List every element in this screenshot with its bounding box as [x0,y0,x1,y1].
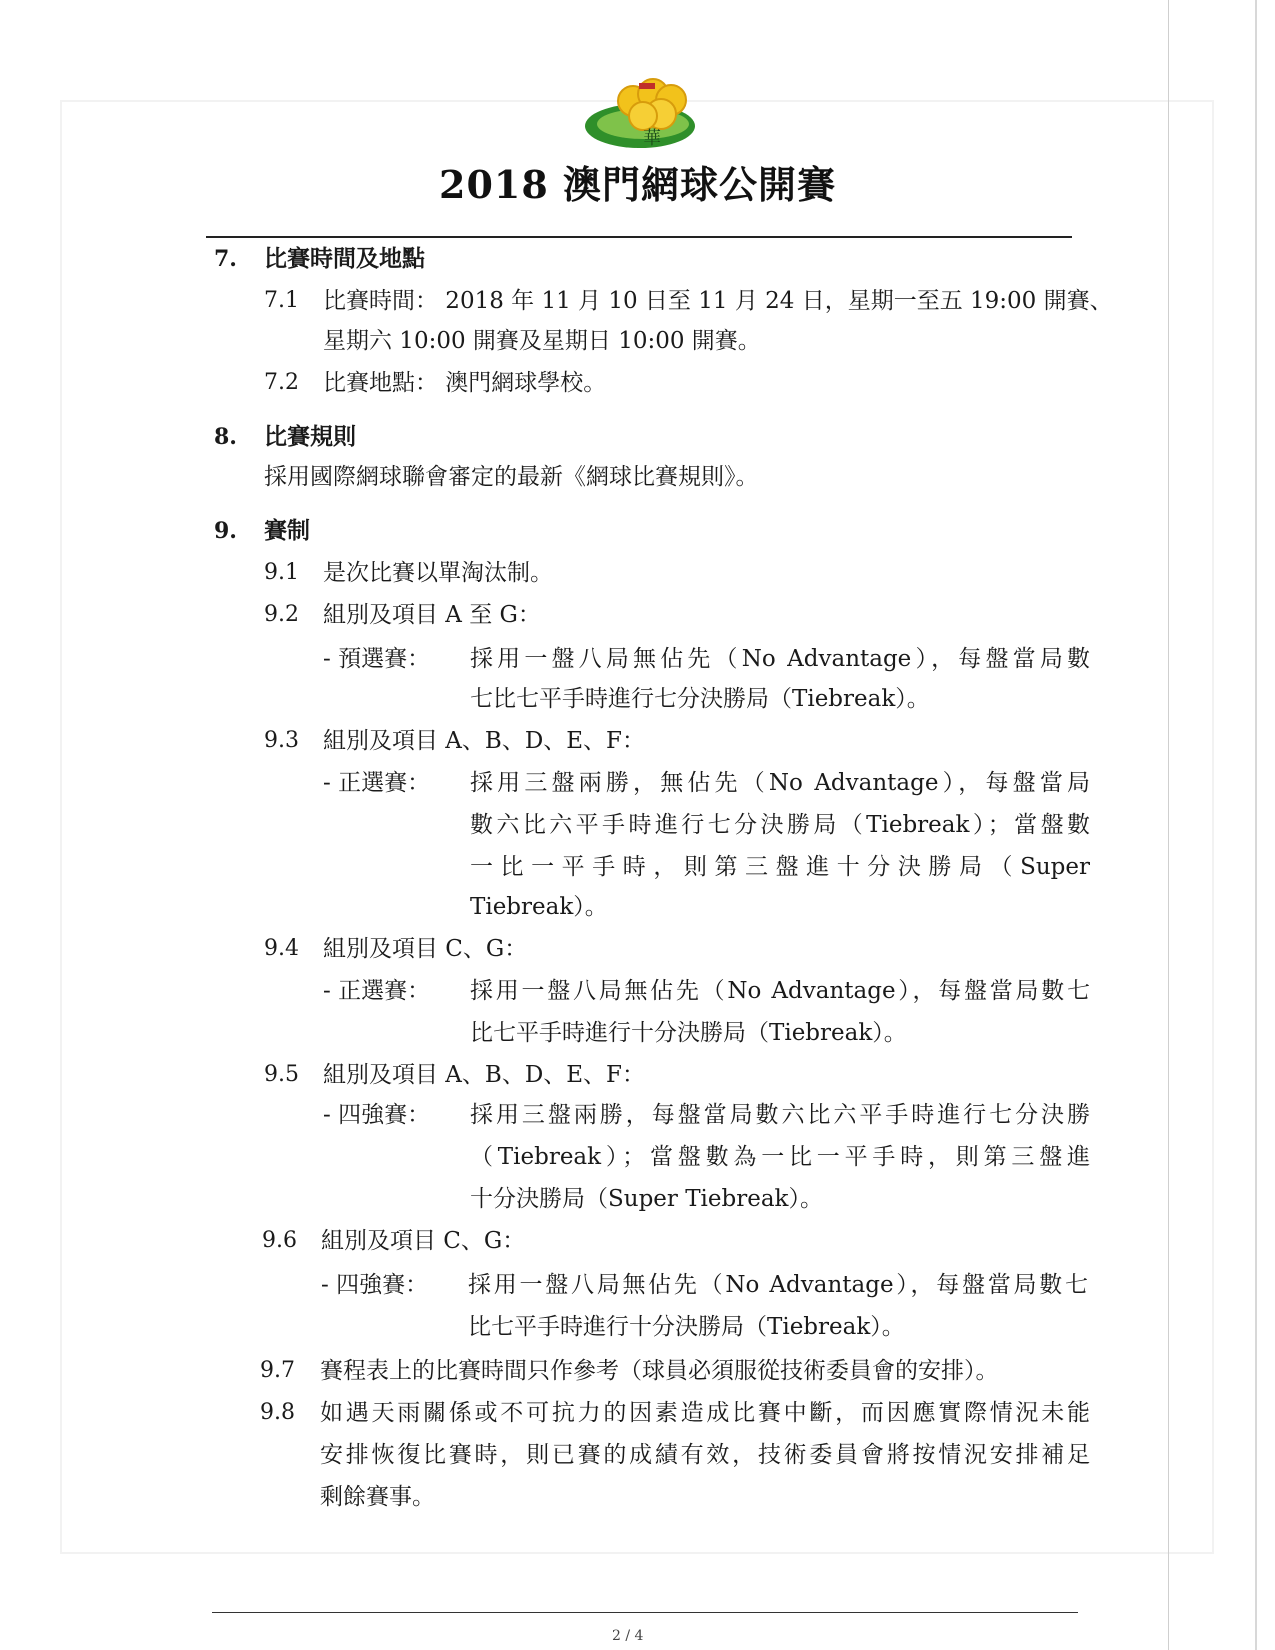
organization-logo [585,66,715,152]
sub-item-text: 一比一平手時，則第三盤進十分決勝局（Super [470,854,1090,880]
item-text: 剩餘賽事。 [320,1484,435,1510]
sub-item-text: 十分決勝局（Super Tiebreak）。 [470,1186,823,1212]
item-text: 組別及項目 A、B、D、E、F： [323,1062,646,1088]
sub-item-text: 採用一盤八局無佔先（No Advantage），每盤當局數七 [470,978,1090,1004]
item-text: 星期六 10:00 開賽及星期日 10:00 開賽。 [323,328,761,354]
sub-item-text: 比七平手時進行十分決勝局（Tiebreak）。 [470,1020,907,1046]
item-text: 如遇天雨關係或不可抗力的因素造成比賽中斷，而因應實際情況未能 [320,1400,1090,1426]
page-number: 2 / 4 [612,1628,644,1644]
scan-edge [1168,0,1169,1650]
sub-item-label: - 預選賽： [323,646,431,672]
section-heading: 比賽時間及地點 [264,245,425,272]
sub-item-text: 採用一盤八局無佔先（No Advantage），每盤當局數 [470,646,1090,672]
header-rule [206,236,1072,238]
item-number: 9.3 [264,728,299,753]
section-text: 採用國際網球聯會審定的最新《網球比賽規則》。 [264,464,759,490]
sub-item-label: - 四強賽： [323,1102,431,1128]
item-number: 9.4 [264,936,299,961]
section-number: 9. [214,518,237,544]
sub-item-text: 七比七平手時進行七分決勝局（Tiebreak）。 [470,686,930,712]
sub-item-label: - 正選賽： [323,978,431,1004]
sub-item-text: 數六比六平手時進行七分決勝局（Tiebreak）；當盤數 [470,812,1090,838]
item-number: 9.1 [264,560,299,585]
sub-item-text: （Tiebreak）；當盤數為一比一平手時，則第三盤進 [470,1144,1090,1170]
section-heading: 比賽規則 [264,423,356,450]
item-number: 7.2 [264,370,299,395]
item-text: 組別及項目 C、G： [323,936,528,962]
item-text: 比賽時間： 2018 年 11 月 10 日至 11 月 24 日，星期一至五 19:00 開賽、 [323,288,1113,314]
page-title: 2018 澳門網球公開賽 [439,162,836,207]
item-text: 是次比賽以單淘汰制。 [323,560,553,586]
sub-item-text: 採用三盤兩勝，無佔先（No Advantage），每盤當局 [470,770,1090,796]
item-number: 9.2 [264,602,299,627]
item-text: 組別及項目 A 至 G： [323,602,541,628]
section-heading: 賽制 [264,517,310,544]
footer-rule [212,1612,1078,1613]
sub-item-text: 比七平手時進行十分決勝局（Tiebreak）。 [468,1314,905,1340]
item-number: 7.1 [264,288,299,313]
scan-edge [1255,0,1257,1650]
item-text: 安排恢復比賽時，則已賽的成績有效，技術委員會將按情況安排補足 [320,1442,1090,1468]
item-number: 9.5 [264,1062,299,1087]
section-number: 7. [214,246,237,272]
item-text: 比賽地點： 澳門網球學校。 [323,370,607,396]
item-number: 9.7 [260,1358,295,1383]
item-text: 組別及項目 A、B、D、E、F： [323,728,646,754]
sub-item-label: - 四強賽： [321,1272,429,1298]
sub-item-text: Tiebreak）。 [470,894,608,920]
sub-item-text: 採用三盤兩勝，每盤當局數六比六平手時進行七分決勝 [470,1102,1090,1128]
item-text: 賽程表上的比賽時間只作參考（球員必須服從技術委員會的安排）。 [320,1358,999,1384]
section-number: 8. [214,424,237,450]
item-number: 9.6 [262,1228,297,1253]
logo-mark: 華 [643,128,661,149]
item-text: 組別及項目 C、G： [321,1228,526,1254]
sub-item-text: 採用一盤八局無佔先（No Advantage），每盤當局數七 [468,1272,1088,1298]
sub-item-label: - 正選賽： [323,770,431,796]
item-number: 9.8 [260,1400,295,1425]
